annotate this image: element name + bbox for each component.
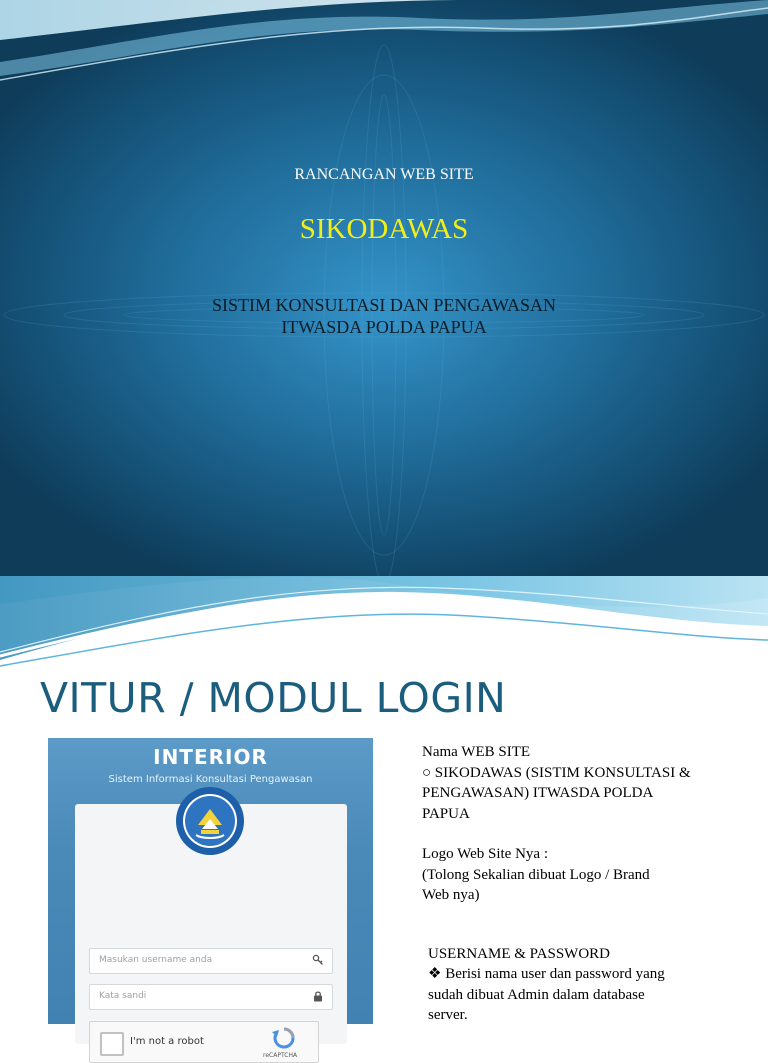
lock-icon [312,990,324,1002]
auth-line: ❖ Berisi nama user dan password yang [428,966,665,982]
logo-label: Logo Web Site Nya : [422,846,548,862]
recaptcha-icon [270,1026,298,1050]
name-line: PENGAWASAN) ITWASDA POLDA [422,785,654,801]
captcha-brand: reCAPTCHA [263,1052,298,1059]
password-placeholder: Kata sandi [99,991,147,1001]
auth-line: server. [428,1007,468,1023]
name-bullet: ○ SIKODAWAS (SISTIM KONSULTASI & [422,764,691,781]
slide-kicker: RANCANGAN WEB SITE [294,166,474,183]
mockup-brand: INTERIOR [153,745,268,769]
username-input[interactable] [89,948,333,974]
slide-subtitle [0,294,768,338]
description-text [422,742,742,1026]
slide-title: SIKODAWAS [299,213,469,245]
name-label: Nama WEB SITE [422,744,531,760]
subtitle-line: SISTIM KONSULTASI DAN PENGAWASAN [212,295,556,315]
password-input[interactable] [89,984,333,1010]
key-icon [312,954,324,966]
slide-wave-decoration [0,576,768,671]
username-placeholder: Masukan username anda [99,955,213,965]
auth-line: sudah dibuat Admin dalam database [428,986,645,1003]
mockup-subbrand: Sistem Informasi Konsultasi Pengawasan [108,774,313,785]
auth-block [428,944,742,1026]
subtitle-line: ITWASDA POLDA PAPUA [281,317,487,337]
logo-emblem-icon [174,785,246,857]
content-slide [0,576,768,1059]
captcha-label: I'm not a robot [130,1036,204,1047]
recaptcha-widget [89,1021,319,1063]
logo-line: (Tolong Sekalian dibuat Logo / Brand [422,866,650,883]
section-heading: VITUR / MODUL LOGIN [40,674,507,722]
auth-label: USERNAME & PASSWORD [428,945,610,962]
logo-line: Web nya) [422,887,480,903]
login-mockup-photo [48,738,373,1059]
name-line: PAPUA [422,805,470,822]
captcha-checkbox[interactable] [100,1032,124,1056]
